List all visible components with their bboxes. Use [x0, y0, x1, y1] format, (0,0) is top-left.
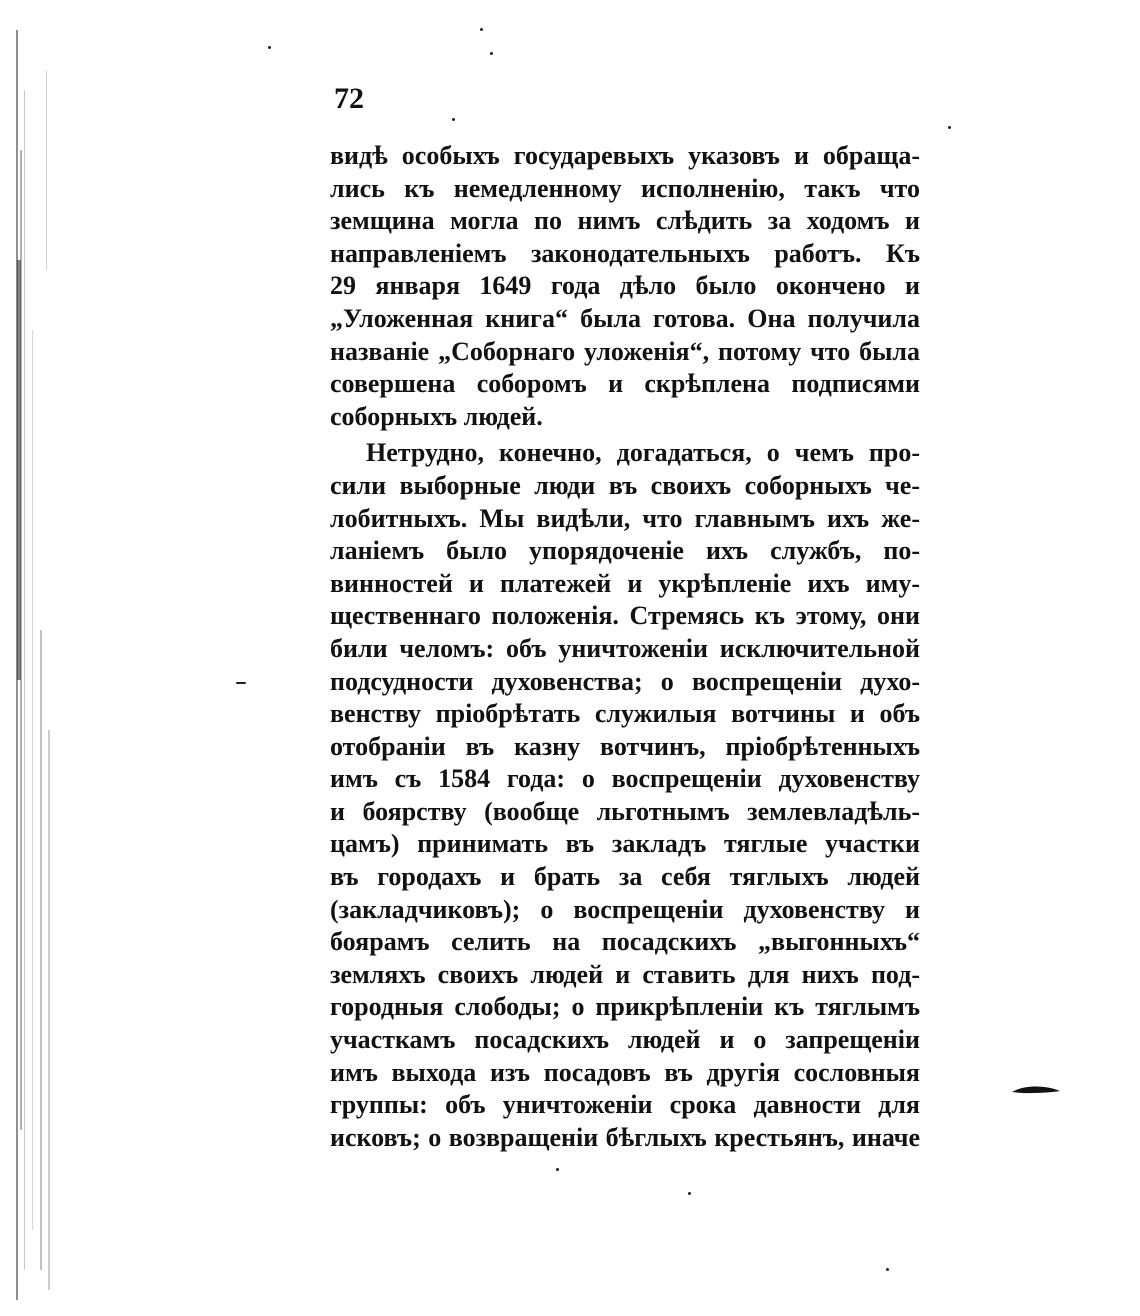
- text-line: совершена соборомъ и скрѣплена подписями: [330, 369, 920, 399]
- text-line: городныя слободы; о прикрѣпленіи къ тяглымъ: [330, 992, 920, 1022]
- text-line: группы: объ уничтоженіи срока давности для: [330, 1090, 920, 1120]
- text-line: и боярству (вообще льготнымъ землевладѣль-: [330, 796, 920, 826]
- scan-speck: [490, 52, 493, 55]
- text-line: исковъ; о возвращеніи бѣглыхъ крестьянъ, иначе: [330, 1122, 920, 1152]
- text-line: „Уложенная книга“ была готова. Она получила: [330, 303, 920, 333]
- text-line: щественнаго положенія. Стремясь къ этому, они: [330, 601, 920, 631]
- text-line: (закладчиковъ); о воспрещеніи духовенству и: [330, 894, 920, 924]
- text-line: лобитныхъ. Мы видѣли, что главнымъ ихъ же-: [330, 503, 920, 533]
- body-text: [330, 140, 920, 1154]
- scan-speck: [948, 126, 951, 129]
- text-line: подсудности духовенства; о воспрещеніи духо-: [330, 666, 920, 696]
- text-line: земщина могла по нимъ слѣдить за ходомъ и: [330, 206, 920, 236]
- text-line: направленіемъ законодательныхъ работъ. Къ: [330, 238, 920, 268]
- paragraph-2: [330, 437, 920, 1154]
- scan-speck: [268, 46, 271, 49]
- text-line: венству пріобрѣтать служилыя вотчины и объ: [330, 699, 920, 729]
- scan-speck: [452, 118, 455, 121]
- text-line: винностей и платежей и укрѣпленіе ихъ иму-: [330, 568, 920, 598]
- scan-speck: [556, 1168, 559, 1171]
- ink-smudge: [1012, 1084, 1060, 1096]
- paragraph-1: [330, 140, 920, 433]
- text-line: Нетрудно, конечно, догадаться, о чемъ про-: [366, 438, 920, 468]
- scan-speck: [688, 1192, 691, 1195]
- text-line: боярамъ селить на посадскихъ „выгонныхъ“: [330, 927, 920, 957]
- text-line: сили выборные люди въ своихъ соборныхъ че-: [330, 470, 920, 500]
- text-line: имъ съ 1584 года: о воспрещеніи духовенству: [330, 764, 920, 794]
- scan-speck: [480, 28, 483, 31]
- text-line: лись къ немедленному исполненію, такъ что: [330, 173, 920, 203]
- text-line: цамъ) принимать въ закладъ тяглые участки: [330, 829, 920, 859]
- scan-speck: [886, 1268, 889, 1271]
- text-line: имъ выхода изъ посадовъ въ другія сословныя: [330, 1057, 920, 1087]
- text-line: названіе „Соборнаго уложенія“, потому что была: [330, 336, 920, 366]
- text-line: въ городахъ и брать за себя тяглыхъ людей: [330, 862, 920, 892]
- text-line: 29 января 1649 года дѣло было окончено и: [330, 271, 920, 301]
- book-binding-edge: [14, 30, 54, 1300]
- text-line: видѣ особыхъ государевыхъ указовъ и обраща-: [330, 141, 920, 170]
- text-line: ланіемъ было упорядоченіе ихъ службъ, по-: [330, 536, 920, 566]
- scan-speck: [236, 682, 246, 684]
- text-line: отобраніи въ казну вотчинъ, пріобрѣтенныхъ: [330, 731, 920, 761]
- page-number: 72: [334, 82, 364, 115]
- text-line: соборныхъ людей.: [330, 401, 543, 431]
- text-line: били челомъ: объ уничтоженіи исключительной: [330, 633, 920, 663]
- text-line: участкамъ посадскихъ людей и о запрещеніи: [330, 1025, 920, 1055]
- text-line: земляхъ своихъ людей и ставить для нихъ под-: [330, 959, 920, 989]
